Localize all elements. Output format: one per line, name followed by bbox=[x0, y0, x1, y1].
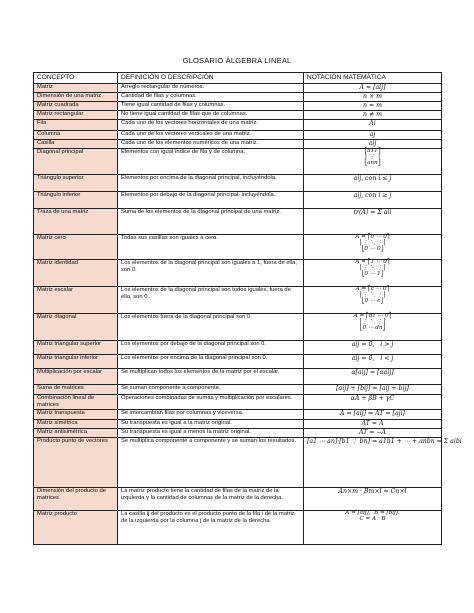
notation-text: ⎡a11⎤ ⎢ ⋮ ⎥ ⎣ann⎦ bbox=[364, 148, 381, 166]
table-row bbox=[34, 395, 442, 410]
notation-cell bbox=[304, 131, 442, 140]
concept-cell: Matriz producto bbox=[34, 511, 118, 545]
glossary-body bbox=[34, 84, 462, 545]
notation-cell bbox=[304, 149, 442, 175]
concept-cell: Producto punto de vectores bbox=[34, 438, 118, 488]
definition-cell: Operaciones combinadas de sumas y multiplicación por escalares. bbox=[118, 395, 304, 410]
table-row bbox=[34, 410, 442, 420]
notation-text: α[aij] = [αaij] bbox=[351, 369, 394, 376]
glossary-table bbox=[33, 72, 462, 545]
table-row bbox=[34, 341, 442, 355]
notation-cell bbox=[304, 488, 442, 511]
notation-text: A = [aij], B = [bij]. C = A · B bbox=[345, 510, 400, 522]
concept-cell: Suma de matrices bbox=[34, 385, 118, 395]
notation-cell bbox=[304, 438, 462, 488]
concept-cell: Matriz rectangular bbox=[34, 111, 118, 120]
notation-text: aij, con i ≤ j bbox=[353, 175, 392, 182]
table-row bbox=[34, 102, 442, 111]
notation-text: AT = A bbox=[361, 420, 384, 428]
table-row bbox=[34, 209, 442, 235]
definition-cell: Su transpuesta es igual a la matriz original. bbox=[118, 420, 304, 429]
concept-cell: Traza de una matriz bbox=[34, 209, 118, 235]
definition-cell: Elementos por encima de la diagonal principal, incluyéndola. bbox=[118, 175, 304, 192]
header-concept: CONCEPTO bbox=[34, 73, 118, 84]
notation-cell bbox=[304, 209, 442, 235]
concept-cell: Combinación lineal de matrices bbox=[34, 395, 118, 410]
header-notation: NOTACIÓN MATEMÁTICA bbox=[304, 73, 442, 84]
notation-cell bbox=[304, 235, 442, 260]
notation-cell bbox=[304, 287, 442, 314]
notation-text: n = m bbox=[363, 102, 382, 109]
table-row bbox=[34, 314, 442, 341]
notation-cell bbox=[304, 410, 442, 420]
concept-cell: Matriz escalar bbox=[34, 287, 118, 314]
notation-text: An×m · Bm×l = Cn×l bbox=[338, 488, 407, 496]
notation-cell bbox=[304, 385, 442, 395]
header-definition: DEFINICIÓN O DESCRIPCIÓN bbox=[118, 73, 304, 84]
table-row bbox=[34, 93, 442, 102]
concept-cell: Matriz simétrica bbox=[34, 420, 118, 429]
notation-cell bbox=[304, 120, 442, 131]
concept-cell: Matriz identidad bbox=[34, 260, 118, 287]
table-row bbox=[34, 235, 442, 260]
concept-cell: Matriz triangular superior bbox=[34, 341, 118, 355]
notation-cell bbox=[304, 93, 442, 102]
notation-cell bbox=[304, 395, 442, 410]
concept-cell: Dimensión del producto de matrices bbox=[34, 488, 118, 511]
definition-cell: Los elementos de la diagonal principal son iguales a 1, fuera de ella, son 0. bbox=[118, 260, 304, 287]
concept-cell: Matriz cuadrada bbox=[34, 102, 118, 111]
definition-cell: Cantidad de filas y columnas. bbox=[118, 93, 304, 102]
table-row bbox=[34, 111, 442, 120]
definition-cell: Se intercambian filas por columnas y viceversa. bbox=[118, 410, 304, 420]
concept-cell: Matriz cero bbox=[34, 235, 118, 260]
concept-cell: Diagonal principal bbox=[34, 149, 118, 175]
notation-cell bbox=[304, 84, 442, 93]
notation-text: A = [aij] ⇒ AT = [aji] bbox=[340, 410, 405, 418]
table-row bbox=[34, 149, 442, 175]
definition-cell: Cada uno de los vectores horizontales de una matriz. bbox=[118, 120, 304, 131]
concept-cell: Matriz transpuesta bbox=[34, 410, 118, 420]
definition-cell: Suma de los elementos de la diagonal principal de una matriz. bbox=[118, 209, 304, 235]
table-row bbox=[34, 192, 442, 209]
table-row bbox=[34, 260, 442, 287]
notation-text: aij, con i ≥ j bbox=[353, 192, 392, 199]
table-row bbox=[34, 175, 442, 192]
notation-text: aij = 0, i > j bbox=[351, 341, 394, 348]
definition-cell: Se suman componente a componente. bbox=[118, 385, 304, 395]
concept-cell: Triángulo superior bbox=[34, 175, 118, 192]
definition-cell: No tiene igual cantidad de filas que de columnas. bbox=[118, 111, 304, 120]
table-row bbox=[34, 369, 442, 385]
notation-cell bbox=[304, 260, 442, 287]
concept-cell: Columna bbox=[34, 131, 118, 140]
notation-text: AT = −A bbox=[358, 429, 387, 437]
table-row bbox=[34, 385, 442, 395]
concept-cell: Dimensión de una matriz bbox=[34, 93, 118, 102]
concept-cell: Fila bbox=[34, 120, 118, 131]
definition-cell: Cada uno de los vectores verticales de una matriz. bbox=[118, 131, 304, 140]
table-row bbox=[34, 488, 442, 511]
notation-text: tr(A) = Σ aii bbox=[353, 209, 392, 216]
definition-cell: Los elementos por encima de la diagonal principal son 0. bbox=[118, 355, 304, 369]
definition-cell: Elementos con igual índice de fila y de columna. bbox=[118, 149, 304, 175]
notation-text: A = ⎡1 ⋯ 0⎤ ⎢⋮ ⋱ ⋮⎥ ⎣0 ⋯ 1⎦ bbox=[355, 259, 390, 277]
notation-text: A = [aij] bbox=[359, 84, 386, 91]
definition-cell: Arreglo rectangular de números. bbox=[118, 84, 304, 93]
concept-cell: Matriz diagonal bbox=[34, 314, 118, 341]
definition-cell: Los elementos fuera de la diagonal principal son 0. bbox=[118, 314, 304, 341]
notation-cell bbox=[304, 429, 442, 438]
notation-text: aj bbox=[369, 131, 376, 138]
notation-cell bbox=[304, 420, 442, 429]
notation-text: Ai bbox=[369, 120, 376, 127]
notation-text: A = ⎡c ⋯ 0⎤ ⎢⋮ ⋱ ⋮⎥ ⎣0 ⋯ c⎦ bbox=[355, 286, 390, 304]
table-row bbox=[34, 131, 442, 140]
table-row bbox=[34, 355, 442, 369]
definition-cell: Se multiplica componente a componente y se suman los resultados. bbox=[118, 438, 304, 488]
notation-text: αA + βB + γC bbox=[350, 395, 395, 402]
notation-cell bbox=[304, 102, 442, 111]
notation-text: aij = 0, i < j bbox=[351, 355, 394, 362]
table-row bbox=[34, 429, 442, 438]
definition-cell: Todas sus casillas son iguales a cero. bbox=[118, 235, 304, 260]
notation-cell bbox=[304, 369, 442, 385]
definition-cell: Se multiplican todos los elementos de la matriz por el escalar. bbox=[118, 369, 304, 385]
concept-cell: Matriz bbox=[34, 84, 118, 93]
notation-cell bbox=[304, 511, 442, 545]
notation-text: aij bbox=[368, 140, 377, 147]
definition-cell: La casilla ij del producto es el producto punto de la fila i de la matriz de la izquierda por la columna j de la matriz de la derecha. bbox=[118, 511, 304, 545]
notation-cell bbox=[304, 314, 442, 341]
concept-cell: Casilla bbox=[34, 140, 118, 149]
notation-cell bbox=[304, 341, 442, 355]
table-row bbox=[34, 511, 442, 545]
notation-cell bbox=[304, 175, 442, 192]
header-row bbox=[34, 73, 442, 84]
notation-text: A = ⎡0 ⋯ 0⎤ ⎢⋮ ⋱ ⋮⎥ ⎣0 ⋯ 0⎦ bbox=[355, 234, 390, 252]
definition-cell: Su transpuesta es igual a menos la matriz original. bbox=[118, 429, 304, 438]
definition-cell: Los elementos por debajo de la diagonal principal son 0. bbox=[118, 341, 304, 355]
notation-text: [aij] + [bij] = [aij + bij] bbox=[336, 385, 409, 392]
table-row bbox=[34, 84, 442, 93]
definition-cell: Tiene igual cantidad de filas y columnas. bbox=[118, 102, 304, 111]
table-row bbox=[34, 287, 442, 314]
page-title: GLOSARIO ÁLGEBRA LINEAL bbox=[182, 56, 292, 65]
notation-text: A = ⎡d1 ⋯ 0⎤ ⎢⋮ ⋱ ⋮⎥ ⎣0 ⋯ dn⎦ bbox=[353, 313, 392, 331]
table-row bbox=[34, 120, 442, 131]
concept-cell: Matriz antisimétrica bbox=[34, 429, 118, 438]
notation-text: n ≠ m bbox=[363, 111, 382, 118]
definition-cell: La matriz producto tiene la cantidad de filas de la matriz de la izquierda y la cantidad de columnas de la matriz de la derecha. bbox=[118, 488, 304, 511]
notation-cell bbox=[304, 111, 442, 120]
table-row bbox=[34, 420, 442, 429]
notation-text: [a1 ⋯ an]·[b1 ⋮ bn] = a1b1 + ⋯ + anbn = Σ aibi bbox=[307, 438, 462, 446]
definition-cell: Los elementos de la diagonal principal son todos iguales, fuera de ella, son 0. bbox=[118, 287, 304, 314]
concept-cell: Triángulo inferior bbox=[34, 192, 118, 209]
concept-cell: Multiplicación por escalar bbox=[34, 369, 118, 385]
table-row bbox=[34, 438, 442, 488]
definition-cell: Cada uno de los elementos numéricos de una matriz. bbox=[118, 140, 304, 149]
notation-cell bbox=[304, 355, 442, 369]
notation-cell bbox=[304, 192, 442, 209]
notation-text: n × m bbox=[363, 93, 382, 100]
definition-cell: Elementos por debajo de la diagonal principal, incluyéndola. bbox=[118, 192, 304, 209]
concept-cell: Matriz triangular inferior bbox=[34, 355, 118, 369]
